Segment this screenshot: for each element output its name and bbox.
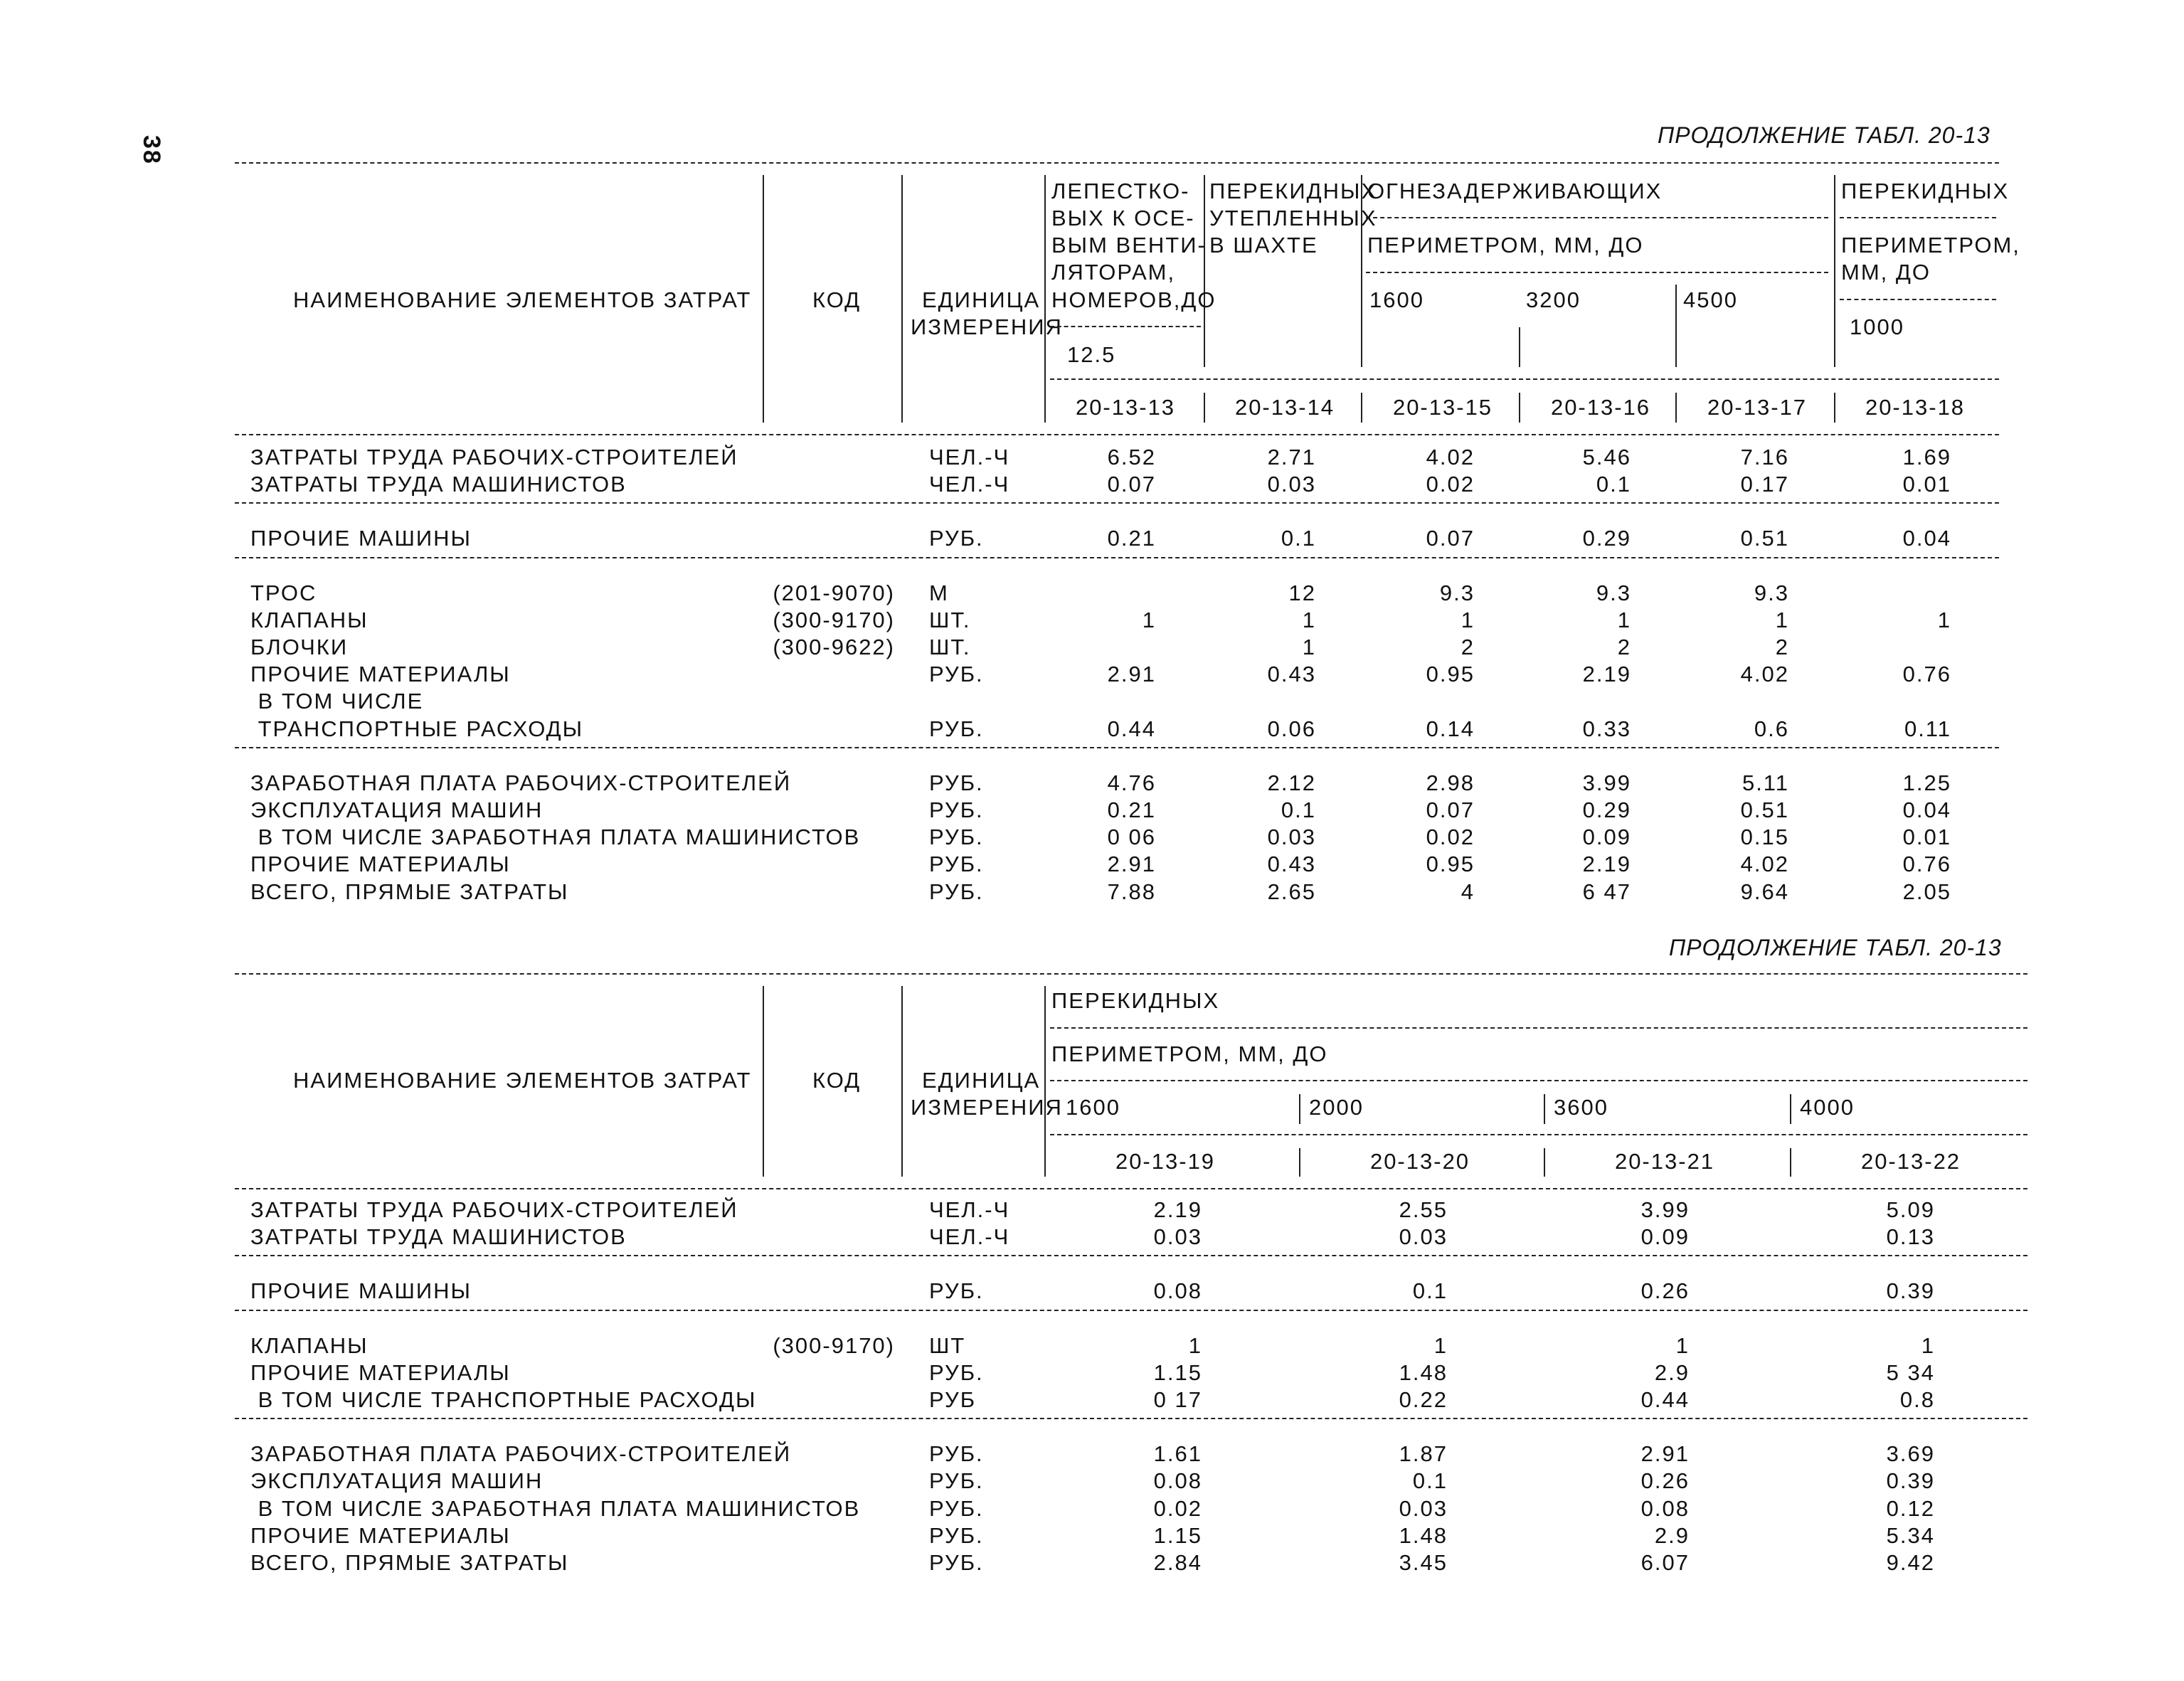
row-value: 0.01 bbox=[1902, 472, 1951, 497]
row-name: ТРОС bbox=[250, 580, 317, 605]
row-name: В ТОМ ЧИСЛЕ ЗАРАБОТНАЯ ПЛАТА МАШИНИСТОВ bbox=[250, 824, 861, 850]
row-value: 0.17 bbox=[1740, 472, 1789, 497]
header-perekid: ПЕРЕКИДНЫХ bbox=[1051, 988, 1220, 1013]
header-unit: ИЗМЕРЕНИЯ bbox=[911, 1095, 1063, 1120]
row-unit: РУБ. bbox=[929, 662, 984, 687]
row-name: В ТОМ ЧИСЛЕ ТРАНСПОРТНЫЕ РАСХОДЫ bbox=[250, 1387, 757, 1412]
row-value: 0.02 bbox=[1426, 472, 1475, 497]
row-value: 5.11 bbox=[1742, 770, 1789, 795]
row-value: 0.12 bbox=[1886, 1495, 1935, 1521]
row-value: 12 bbox=[1288, 580, 1316, 605]
row-value: 0.03 bbox=[1399, 1495, 1448, 1521]
row-unit: РУБ. bbox=[929, 1359, 984, 1385]
row-value: 0.29 bbox=[1582, 797, 1631, 822]
header-rule bbox=[1366, 272, 1828, 273]
header-last-value: 1000 bbox=[1850, 314, 1904, 339]
header-perekid: В ШАХТЕ bbox=[1209, 233, 1318, 258]
header-size: 2000 bbox=[1309, 1095, 1364, 1120]
row-value: 4.76 bbox=[1107, 770, 1156, 795]
header-col-sep bbox=[1044, 1148, 1046, 1177]
row-value: 2.91 bbox=[1107, 662, 1156, 687]
page-number: 38 bbox=[138, 135, 165, 165]
row-value: 4.02 bbox=[1740, 662, 1789, 687]
row-name: ПРОЧИЕ МАТЕРИАЛЫ bbox=[250, 1522, 511, 1548]
header-fire: ОГНЕЗАДЕРЖИВАЮЩИХ bbox=[1367, 179, 1663, 203]
row-value: 0.76 bbox=[1902, 852, 1951, 877]
row-name: ЗАТРАТЫ ТРУДА РАБОЧИХ-СТРОИТЕЛЕЙ bbox=[250, 445, 738, 470]
row-value: 1.87 bbox=[1399, 1441, 1448, 1467]
row-value: 0.02 bbox=[1426, 824, 1475, 850]
row-value: 0.21 bbox=[1107, 797, 1156, 822]
header-col-sep bbox=[1544, 1148, 1545, 1177]
column-code: 20-13-22 bbox=[1860, 1149, 1961, 1174]
row-value: 2.91 bbox=[1640, 1441, 1690, 1467]
row-value: 0.07 bbox=[1426, 797, 1475, 822]
row-value: 0.01 bbox=[1902, 824, 1951, 850]
row-value: 0.1 bbox=[1412, 1278, 1448, 1304]
row-unit: РУБ. bbox=[929, 1468, 984, 1494]
header-col-sep bbox=[1299, 1094, 1300, 1124]
row-unit: ЧЕЛ.-Ч bbox=[929, 1197, 1010, 1222]
row-value: 1 bbox=[1461, 607, 1475, 632]
header-petal-value: 12.5 bbox=[1067, 342, 1116, 367]
header-col-sep bbox=[763, 175, 764, 423]
header-petal: ЛЕПЕСТКО- bbox=[1051, 179, 1190, 203]
row-value: 1.61 bbox=[1153, 1441, 1202, 1467]
row-value: 0.07 bbox=[1426, 526, 1475, 551]
header-last: ПЕРЕКИДНЫХ bbox=[1841, 179, 2010, 203]
header-rule bbox=[1050, 1134, 2027, 1135]
header-col-sep bbox=[901, 175, 903, 423]
row-name: ПРОЧИЕ МАТЕРИАЛЫ bbox=[250, 1359, 511, 1385]
row-name: ТРАНСПОРТНЫЕ РАСХОДЫ bbox=[250, 716, 584, 741]
row-value: 2.71 bbox=[1267, 445, 1316, 470]
row-value: 0.21 bbox=[1107, 526, 1156, 551]
row-value: 5.46 bbox=[1582, 445, 1631, 470]
row-value: 0.03 bbox=[1267, 472, 1316, 497]
row-value: 4.02 bbox=[1740, 852, 1789, 877]
row-value: 0 06 bbox=[1107, 824, 1156, 850]
row-code: (300-9622) bbox=[773, 635, 895, 659]
header-col-sep bbox=[1299, 1148, 1300, 1177]
header-col-sep bbox=[1361, 393, 1362, 423]
header-rule bbox=[1050, 326, 1201, 327]
header-col-sep bbox=[1204, 175, 1205, 367]
row-value: 2.98 bbox=[1426, 770, 1475, 795]
row-name: КЛАПАНЫ bbox=[250, 1332, 369, 1358]
table2-top-rule bbox=[235, 973, 2027, 975]
row-value: 0.29 bbox=[1582, 526, 1631, 551]
row-value: 6 47 bbox=[1582, 879, 1631, 904]
row-value: 1 bbox=[1937, 607, 1951, 632]
table2-header-rule bbox=[235, 1188, 2027, 1189]
header-name: НАИМЕНОВАНИЕ ЭЛЕМЕНТОВ ЗАТРАТ bbox=[293, 287, 752, 312]
row-value: 0.15 bbox=[1740, 824, 1789, 850]
row-value: 1 bbox=[1617, 607, 1631, 632]
table2-caption: ПРОДОЛЖЕНИЕ ТАБЛ. 20-13 bbox=[1669, 935, 2002, 960]
column-code: 20-13-17 bbox=[1707, 395, 1808, 420]
header-name: НАИМЕНОВАНИЕ ЭЛЕМЕНТОВ ЗАТРАТ bbox=[293, 1068, 752, 1093]
row-value: 4 bbox=[1461, 879, 1475, 904]
row-name: В ТОМ ЧИСЛЕ bbox=[250, 689, 424, 714]
header-rule bbox=[1050, 378, 1999, 380]
row-value: 6.07 bbox=[1640, 1550, 1690, 1575]
row-value: 0.07 bbox=[1107, 472, 1156, 497]
row-value: 0.1 bbox=[1412, 1468, 1448, 1494]
header-rule bbox=[1840, 299, 1996, 300]
row-name: ВСЕГО, ПРЯМЫЕ ЗАТРАТЫ bbox=[250, 879, 569, 904]
header-last: ММ, ДО bbox=[1841, 260, 1931, 285]
row-value: 0.08 bbox=[1153, 1468, 1202, 1494]
row-unit: РУБ. bbox=[929, 1278, 984, 1304]
row-unit: РУБ. bbox=[929, 1495, 984, 1521]
row-name: ЗАТРАТЫ ТРУДА РАБОЧИХ-СТРОИТЕЛЕЙ bbox=[250, 1197, 738, 1222]
header-size: 4000 bbox=[1800, 1095, 1855, 1120]
table1-top-rule bbox=[235, 162, 1999, 164]
row-code: (300-9170) bbox=[773, 1332, 895, 1358]
row-value: 1.15 bbox=[1153, 1359, 1202, 1385]
column-code: 20-13-15 bbox=[1392, 395, 1493, 420]
row-value: 3.45 bbox=[1399, 1550, 1448, 1575]
row-value: 1.48 bbox=[1399, 1359, 1448, 1385]
row-name: В ТОМ ЧИСЛЕ ЗАРАБОТНАЯ ПЛАТА МАШИНИСТОВ bbox=[250, 1495, 861, 1521]
row-code: (201-9070) bbox=[773, 580, 895, 605]
row-value: 5 34 bbox=[1886, 1359, 1935, 1385]
group-rule bbox=[235, 1418, 2027, 1419]
row-name: КЛАПАНЫ bbox=[250, 607, 369, 632]
row-name: ЗАТРАТЫ ТРУДА МАШИНИСТОВ bbox=[250, 1224, 627, 1250]
row-value: 3.99 bbox=[1640, 1197, 1690, 1222]
row-value: 0.04 bbox=[1902, 526, 1951, 551]
row-value: 5.09 bbox=[1886, 1197, 1935, 1222]
row-value: 0.39 bbox=[1886, 1468, 1935, 1494]
header-petal: НОМЕРОВ,ДО bbox=[1051, 287, 1216, 312]
row-value: 1 bbox=[1775, 607, 1789, 632]
row-value: 9.3 bbox=[1596, 580, 1631, 605]
row-name: ЭКСПЛУАТАЦИЯ МАШИН bbox=[250, 797, 544, 822]
row-value: 0.43 bbox=[1267, 852, 1316, 877]
row-unit: РУБ bbox=[929, 1387, 977, 1412]
header-fire-perimeter: ПЕРИМЕТРОМ, ММ, ДО bbox=[1367, 233, 1644, 258]
row-value: 1 bbox=[1675, 1332, 1690, 1358]
group-rule bbox=[235, 557, 1999, 558]
group-rule bbox=[235, 1255, 2027, 1256]
row-value: 2.65 bbox=[1267, 879, 1316, 904]
row-value: 0.09 bbox=[1582, 824, 1631, 850]
row-unit: РУБ. bbox=[929, 852, 984, 877]
row-value: 0.6 bbox=[1754, 716, 1789, 741]
row-value: 2.9 bbox=[1654, 1522, 1690, 1548]
row-value: 2.05 bbox=[1902, 879, 1951, 904]
header-col-sep bbox=[1204, 393, 1205, 423]
row-value: 0 17 bbox=[1153, 1387, 1202, 1412]
group-rule bbox=[235, 747, 1999, 748]
row-value: 9.3 bbox=[1754, 580, 1789, 605]
row-name: ПРОЧИЕ МАШИНЫ bbox=[250, 526, 472, 551]
header-perekid: ПЕРЕКИДНЫХ bbox=[1209, 179, 1378, 203]
row-unit: РУБ. bbox=[929, 716, 984, 741]
row-value: 0.51 bbox=[1740, 526, 1789, 551]
row-value: 1 bbox=[1302, 635, 1316, 659]
row-value: 0.95 bbox=[1426, 852, 1475, 877]
header-col-sep bbox=[1044, 393, 1046, 423]
row-value: 2 bbox=[1775, 635, 1789, 659]
header-rule bbox=[1050, 1080, 2027, 1081]
row-value: 0.03 bbox=[1399, 1224, 1448, 1250]
row-unit: РУБ. bbox=[929, 879, 984, 904]
header-size: 3600 bbox=[1554, 1095, 1608, 1120]
row-value: 2.19 bbox=[1582, 662, 1631, 687]
header-col-sep bbox=[1834, 175, 1835, 367]
row-value: 1 bbox=[1302, 607, 1316, 632]
table1-caption: ПРОДОЛЖЕНИЕ ТАБЛ. 20-13 bbox=[1658, 122, 1990, 148]
row-value: 1 bbox=[1433, 1332, 1448, 1358]
row-value: 0.43 bbox=[1267, 662, 1316, 687]
row-value: 0.44 bbox=[1640, 1387, 1690, 1412]
header-col-sep bbox=[1519, 393, 1520, 423]
header-col-sep bbox=[901, 986, 903, 1177]
row-value: 0.14 bbox=[1426, 716, 1475, 741]
row-value: 1 bbox=[1921, 1332, 1935, 1358]
row-value: 9.42 bbox=[1886, 1550, 1935, 1575]
column-code: 20-13-13 bbox=[1075, 395, 1176, 420]
row-unit: РУБ. bbox=[929, 1550, 984, 1575]
header-col-sep bbox=[1519, 327, 1520, 367]
row-value: 1.15 bbox=[1153, 1522, 1202, 1548]
row-value: 2.19 bbox=[1153, 1197, 1202, 1222]
header-rule bbox=[1366, 217, 1828, 218]
row-value: 0.09 bbox=[1640, 1224, 1690, 1250]
row-unit: РУБ. bbox=[929, 1441, 984, 1467]
header-petal: ЛЯТОРАМ, bbox=[1051, 260, 1176, 285]
row-value: 0.76 bbox=[1902, 662, 1951, 687]
row-value: 0.44 bbox=[1107, 716, 1156, 741]
row-name: БЛОЧКИ bbox=[250, 635, 349, 659]
header-rule bbox=[1050, 1027, 2027, 1029]
row-value: 0.8 bbox=[1899, 1387, 1935, 1412]
row-name: ЗАРАБОТНАЯ ПЛАТА РАБОЧИХ-СТРОИТЕЛЕЙ bbox=[250, 1441, 792, 1467]
row-value: 2.12 bbox=[1267, 770, 1316, 795]
row-unit: РУБ. bbox=[929, 1522, 984, 1548]
header-size: 1600 bbox=[1066, 1095, 1120, 1120]
row-value: 1 bbox=[1188, 1332, 1202, 1358]
row-value: 6.52 bbox=[1107, 445, 1156, 470]
header-petal: ВЫМ ВЕНТИ- bbox=[1051, 233, 1207, 258]
row-value: 1.69 bbox=[1902, 445, 1951, 470]
column-code: 20-13-19 bbox=[1115, 1149, 1216, 1174]
row-value: 7.16 bbox=[1740, 445, 1789, 470]
row-value: 4.02 bbox=[1426, 445, 1475, 470]
header-code: КОД bbox=[812, 1068, 862, 1093]
row-unit: ЧЕЛ.-Ч bbox=[929, 445, 1010, 470]
header-col-sep bbox=[763, 986, 764, 1177]
row-unit: ЧЕЛ.-Ч bbox=[929, 1224, 1010, 1250]
row-value: 0.03 bbox=[1267, 824, 1316, 850]
row-value: 3.99 bbox=[1582, 770, 1631, 795]
header-col-sep bbox=[1790, 1094, 1791, 1124]
row-value: 3.69 bbox=[1886, 1441, 1935, 1467]
row-value: 0.03 bbox=[1153, 1224, 1202, 1250]
group-rule bbox=[235, 502, 1999, 504]
group-rule bbox=[235, 1310, 2027, 1311]
row-value: 9.64 bbox=[1740, 879, 1789, 904]
table1-header-rule bbox=[235, 434, 1999, 435]
header-col-sep bbox=[1675, 285, 1677, 367]
row-value: 2 bbox=[1617, 635, 1631, 659]
header-rule bbox=[1840, 217, 1996, 218]
row-value: 2.91 bbox=[1107, 852, 1156, 877]
column-code: 20-13-14 bbox=[1234, 395, 1335, 420]
row-value: 0.1 bbox=[1596, 472, 1631, 497]
row-unit: ШТ. bbox=[929, 607, 971, 632]
row-name: ПРОЧИЕ МАШИНЫ bbox=[250, 1278, 472, 1304]
row-unit: ЧЕЛ.-Ч bbox=[929, 472, 1010, 497]
header-fire-size: 3200 bbox=[1526, 287, 1581, 312]
row-name: ПРОЧИЕ МАТЕРИАЛЫ bbox=[250, 662, 511, 687]
row-name: ВСЕГО, ПРЯМЫЕ ЗАТРАТЫ bbox=[250, 1550, 569, 1575]
header-col-sep bbox=[1544, 1094, 1545, 1124]
row-value: 0.1 bbox=[1281, 526, 1316, 551]
header-fire-size: 1600 bbox=[1369, 287, 1424, 312]
row-unit: РУБ. bbox=[929, 797, 984, 822]
header-col-sep bbox=[1834, 393, 1835, 423]
row-value: 5.34 bbox=[1886, 1522, 1935, 1548]
row-value: 2 bbox=[1461, 635, 1475, 659]
row-value: 0.1 bbox=[1281, 797, 1316, 822]
row-name: ЗАТРАТЫ ТРУДА МАШИНИСТОВ bbox=[250, 472, 627, 497]
row-unit: ШТ. bbox=[929, 635, 971, 659]
row-value: 0.08 bbox=[1153, 1278, 1202, 1304]
row-value: 1.48 bbox=[1399, 1522, 1448, 1548]
column-code: 20-13-21 bbox=[1614, 1149, 1715, 1174]
row-value: 0.11 bbox=[1904, 716, 1951, 741]
row-value: 2.19 bbox=[1582, 852, 1631, 877]
row-value: 7.88 bbox=[1107, 879, 1156, 904]
column-code: 20-13-20 bbox=[1369, 1149, 1470, 1174]
header-col-sep bbox=[1790, 1148, 1791, 1177]
row-name: ПРОЧИЕ МАТЕРИАЛЫ bbox=[250, 852, 511, 877]
column-code: 20-13-18 bbox=[1865, 395, 1966, 420]
header-unit: ИЗМЕРЕНИЯ bbox=[911, 314, 1063, 339]
row-name: ЭКСПЛУАТАЦИЯ МАШИН bbox=[250, 1468, 544, 1494]
row-value: 0.51 bbox=[1740, 797, 1789, 822]
row-value: 0.04 bbox=[1902, 797, 1951, 822]
header-petal: ВЫХ К ОСЕ- bbox=[1051, 206, 1195, 230]
row-unit: РУБ. bbox=[929, 526, 984, 551]
row-value: 0.39 bbox=[1886, 1278, 1935, 1304]
row-value: 0.26 bbox=[1640, 1468, 1690, 1494]
row-value: 1.25 bbox=[1902, 770, 1951, 795]
row-value: 2.9 bbox=[1654, 1359, 1690, 1385]
row-value: 2.84 bbox=[1153, 1550, 1202, 1575]
row-value: 0.95 bbox=[1426, 662, 1475, 687]
row-unit: РУБ. bbox=[929, 770, 984, 795]
header-unit: ЕДИНИЦА bbox=[922, 287, 1041, 312]
row-value: 0.06 bbox=[1267, 716, 1316, 741]
header-fire-size: 4500 bbox=[1683, 287, 1738, 312]
row-value: 9.3 bbox=[1439, 580, 1475, 605]
row-code: (300-9170) bbox=[773, 607, 895, 632]
row-value: 1 bbox=[1142, 607, 1156, 632]
row-value: 0.08 bbox=[1640, 1495, 1690, 1521]
row-unit: ШТ bbox=[929, 1332, 966, 1358]
header-last: ПЕРИМЕТРОМ, bbox=[1841, 233, 2020, 258]
header-col-sep bbox=[1044, 1094, 1046, 1124]
header-perimeter: ПЕРИМЕТРОМ, ММ, ДО bbox=[1051, 1041, 1328, 1066]
row-unit: М bbox=[929, 580, 949, 605]
row-value: 0.13 bbox=[1886, 1224, 1935, 1250]
row-value: 0.33 bbox=[1582, 716, 1631, 741]
row-value: 0.22 bbox=[1399, 1387, 1448, 1412]
row-name: ЗАРАБОТНАЯ ПЛАТА РАБОЧИХ-СТРОИТЕЛЕЙ bbox=[250, 770, 792, 795]
header-perekid: УТЕПЛЕННЫХ bbox=[1209, 206, 1377, 230]
header-col-sep bbox=[1044, 175, 1046, 423]
row-value: 0.02 bbox=[1153, 1495, 1202, 1521]
column-code: 20-13-16 bbox=[1550, 395, 1651, 420]
row-value: 0.26 bbox=[1640, 1278, 1690, 1304]
row-unit: РУБ. bbox=[929, 824, 984, 850]
row-value: 2.55 bbox=[1399, 1197, 1448, 1222]
header-code: КОД bbox=[812, 287, 862, 312]
header-unit: ЕДИНИЦА bbox=[922, 1068, 1041, 1093]
header-col-sep bbox=[1675, 393, 1677, 423]
